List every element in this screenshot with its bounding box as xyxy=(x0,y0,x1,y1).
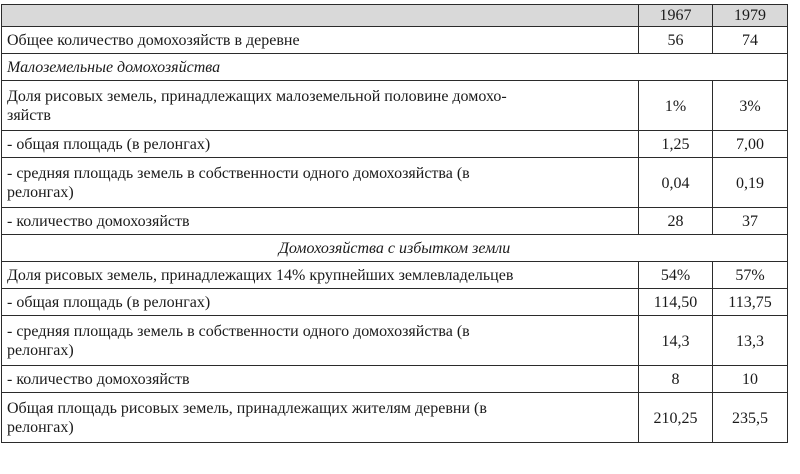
value-1967: 114,50 xyxy=(639,289,713,316)
header-year-1967: 1967 xyxy=(639,5,713,27)
header-year-1979: 1979 xyxy=(713,5,788,27)
section-title-large: Домохозяйства с избытком земли xyxy=(2,235,788,262)
value-1967: 1,25 xyxy=(639,131,713,158)
value-1979: 57% xyxy=(713,262,788,289)
table-row xyxy=(2,131,788,158)
row-label: Общее количество домохозяйств в деревне xyxy=(2,27,639,54)
row-label: Общая площадь рисовых земель, принадлежащих жителям деревни (в релонгах) xyxy=(2,393,639,443)
row-label: Доля рисовых земель, принадлежащих малоземельной половине домохо- зяйств xyxy=(2,81,639,131)
row-label: - количество домохозяйств xyxy=(2,208,639,235)
value-1979: 235,5 xyxy=(713,393,788,443)
data-table xyxy=(1,4,788,443)
value-1979: 13,3 xyxy=(713,316,788,366)
table-row xyxy=(2,208,788,235)
header-empty-cell xyxy=(2,5,639,27)
value-1979: 74 xyxy=(713,27,788,54)
value-1979: 113,75 xyxy=(713,289,788,316)
table-row xyxy=(2,393,788,443)
table-row xyxy=(2,366,788,393)
section-row-large xyxy=(2,235,788,262)
table-row xyxy=(2,262,788,289)
value-1967: 28 xyxy=(639,208,713,235)
value-1967: 210,25 xyxy=(639,393,713,443)
value-1979: 10 xyxy=(713,366,788,393)
value-1967: 1% xyxy=(639,81,713,131)
value-1967: 54% xyxy=(639,262,713,289)
value-1979: 0,19 xyxy=(713,158,788,208)
table-row xyxy=(2,316,788,366)
value-1979: 3% xyxy=(713,81,788,131)
table-row xyxy=(2,289,788,316)
value-1967: 14,3 xyxy=(639,316,713,366)
value-1967: 0,04 xyxy=(639,158,713,208)
value-1967: 56 xyxy=(639,27,713,54)
row-label: - средняя площадь земель в собственности одного домохозяйства (в релонгах) xyxy=(2,316,639,366)
table-row xyxy=(2,158,788,208)
section-row-small xyxy=(2,54,788,81)
row-label: - общая площадь (в релонгах) xyxy=(2,289,639,316)
row-label: - общая площадь (в релонгах) xyxy=(2,131,639,158)
value-1979: 37 xyxy=(713,208,788,235)
section-title-small: Малоземельные домохозяйства xyxy=(2,54,788,81)
row-label: - количество домохозяйств xyxy=(2,366,639,393)
value-1967: 8 xyxy=(639,366,713,393)
table-row xyxy=(2,27,788,54)
table-row xyxy=(2,81,788,131)
value-1979: 7,00 xyxy=(713,131,788,158)
row-label: - средняя площадь земель в собственности одного домохозяйства (в релонгах) xyxy=(2,158,639,208)
row-label: Доля рисовых земель, принадлежащих 14% крупнейших землевладельцев xyxy=(2,262,639,289)
table-header-row xyxy=(2,5,788,27)
